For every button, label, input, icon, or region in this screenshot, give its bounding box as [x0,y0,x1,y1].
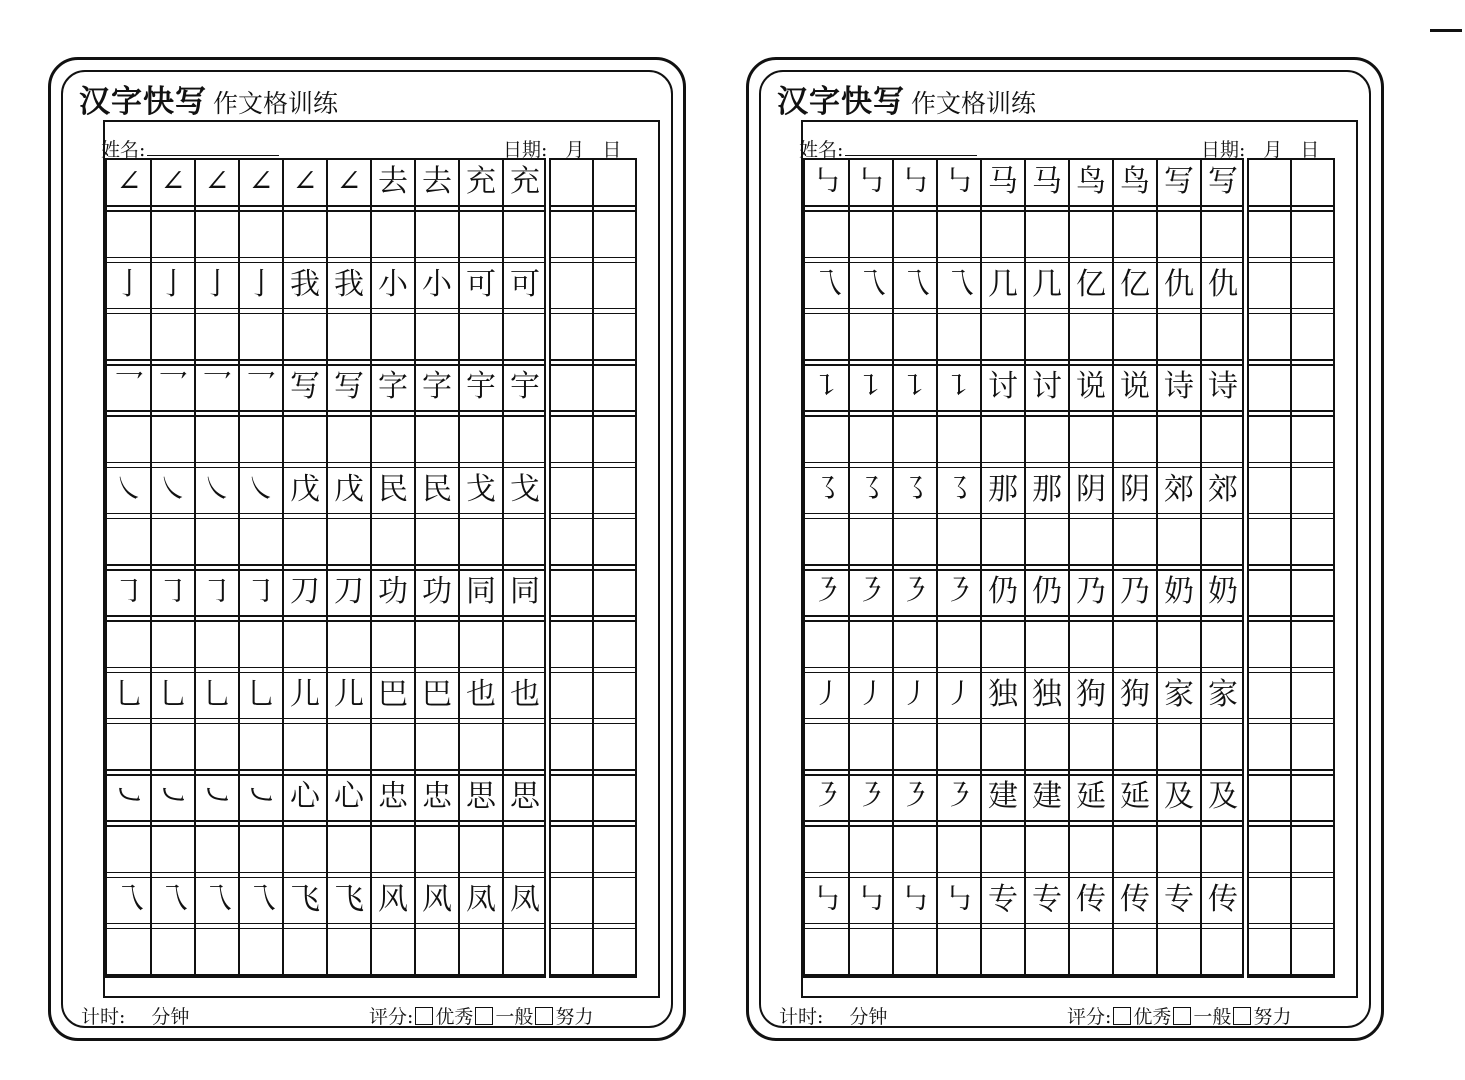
practice-character: 独 [988,676,1018,712]
practice-character: 飞 [290,881,320,917]
timer-field [81,1002,189,1029]
practice-character: 功 [422,574,452,609]
score-field [1067,1002,1291,1029]
practice-character: ㇉ [944,881,974,917]
practice-character: 乃 [1120,574,1150,609]
practice-character: 亅 [246,266,276,302]
practice-character: 亿 [1076,266,1106,302]
practice-grid [105,158,546,978]
name-label: 姓名: [101,139,146,161]
practice-character: 戊 [334,471,364,507]
practice-character: 那 [988,471,1018,507]
practice-character: ㇉ [812,881,842,917]
side-practice-grid [549,158,637,978]
option-effort: 努力 [1253,1006,1292,1028]
score-label: 评分: [1067,1006,1112,1028]
practice-character: 去 [422,164,452,199]
checkbox-average[interactable] [475,1007,493,1025]
practice-character: 家 [1208,676,1238,712]
practice-character: ㇃ [246,779,276,814]
score-label: 评分: [369,1006,414,1028]
option-excellent: 优秀 [435,1006,474,1028]
worksheet-title [79,76,338,121]
practice-character: 字 [378,369,408,404]
practice-character: 思 [466,779,496,814]
option-excellent: 优秀 [1133,1006,1172,1028]
practice-character: ㇋ [856,574,886,609]
practice-character: ㇓ [944,676,974,712]
practice-character: 乁 [944,266,974,302]
grid-column-line [1290,160,1292,976]
practice-character: 充 [510,164,540,199]
practice-character: 说 [1120,369,1150,404]
practice-character: 我 [290,266,320,302]
practice-character: 讨 [1032,369,1062,404]
practice-character: 乚 [158,676,188,712]
worksheet-title [777,76,1036,121]
practice-character: 写 [1164,164,1194,199]
practice-character: ㇉ [856,164,886,199]
practice-character: 写 [334,369,364,404]
practice-character: 鸟 [1076,164,1106,199]
option-average: 一般 [1193,1006,1232,1028]
name-blank[interactable] [147,141,279,156]
practice-character: 狗 [1076,676,1106,712]
practice-character: ㇃ [114,779,144,814]
practice-character: 亿 [1120,266,1150,302]
practice-character: 心 [334,779,364,814]
practice-character: ㇏ [246,471,276,507]
practice-character: 阴 [1076,471,1106,507]
name-label: 姓名: [799,139,844,161]
day-label: 日 [602,139,622,161]
practice-character: ㇆ [246,574,276,609]
checkbox-average[interactable] [1173,1007,1191,1025]
practice-character: ㇋ [812,779,842,814]
practice-character: 亅 [202,266,232,302]
practice-character: ㇌ [856,471,886,507]
practice-character: ㇓ [812,676,842,712]
day-label: 日 [1300,139,1320,161]
practice-character: ㇊ [944,369,974,404]
practice-character: ㇏ [114,471,144,507]
practice-character: 戈 [466,471,496,507]
practice-character: 忠 [378,779,408,814]
practice-character: 民 [378,471,408,507]
practice-character: 诗 [1164,369,1194,404]
practice-character: 乁 [202,881,232,917]
practice-character: ㇉ [900,164,930,199]
practice-character: 亅 [114,266,144,302]
practice-character: 戊 [290,471,320,507]
practice-character: ㇆ [202,574,232,609]
timer-field [779,1002,887,1029]
grid-column-line [592,160,594,976]
title-main: 汉字快写 [777,84,905,120]
practice-character: 忠 [422,779,452,814]
practice-character: 阴 [1120,471,1150,507]
page-edge-mark [1430,29,1462,32]
practice-character: 凤 [466,881,496,917]
practice-character: 及 [1208,779,1238,814]
practice-character: 传 [1120,881,1150,917]
practice-character: 乁 [246,881,276,917]
practice-character: ㇃ [158,779,188,814]
timer-label: 计时: [779,1006,824,1028]
practice-character: 巴 [378,676,408,712]
practice-character: 仇 [1164,266,1194,302]
practice-character: ㇆ [158,574,188,609]
practice-character: 乁 [856,266,886,302]
practice-character: 乛 [246,369,276,404]
practice-character: 仍 [988,574,1018,609]
practice-character: 专 [1032,881,1062,917]
practice-character: 专 [988,881,1018,917]
practice-character: 几 [1032,266,1062,302]
month-label: 月 [1263,139,1283,161]
practice-character: 也 [466,676,496,712]
practice-character: 乁 [158,881,188,917]
practice-character: 说 [1076,369,1106,404]
practice-character: 也 [510,676,540,712]
practice-character: 传 [1076,881,1106,917]
practice-character: ㇌ [944,471,974,507]
practice-character: 宇 [510,369,540,404]
practice-character: 戈 [510,471,540,507]
practice-character: 可 [510,266,540,302]
practice-character: 写 [290,369,320,404]
worksheet-right [746,57,1384,1041]
practice-character: 建 [1032,779,1062,814]
practice-character: 刀 [290,574,320,609]
practice-character: 乛 [114,369,144,404]
practice-character: ㇉ [856,881,886,917]
practice-character: 我 [334,266,364,302]
checkbox-excellent[interactable] [415,1007,433,1025]
practice-character: ∠ [248,164,274,199]
practice-character: 传 [1208,881,1238,917]
practice-character: 马 [988,164,1018,199]
practice-character: ㇋ [944,574,974,609]
practice-character: 心 [290,779,320,814]
practice-character: 延 [1076,779,1106,814]
practice-character: 乛 [158,369,188,404]
practice-character: 诗 [1208,369,1238,404]
practice-character: 同 [466,574,496,609]
practice-character: 几 [988,266,1018,302]
score-field [369,1002,593,1029]
practice-character: ㇏ [202,471,232,507]
title-sub: 作文格训练 [213,89,339,118]
practice-character: 飞 [334,881,364,917]
practice-character: 狗 [1120,676,1150,712]
practice-character: ㇓ [856,676,886,712]
practice-character: 风 [422,881,452,917]
practice-character: 建 [988,779,1018,814]
practice-character: 风 [378,881,408,917]
timer-label: 计时: [81,1006,126,1028]
practice-character: 鸟 [1120,164,1150,199]
practice-character: ∠ [160,164,186,199]
practice-character: 小 [422,266,452,302]
practice-character: ∠ [336,164,362,199]
practice-character: ㇉ [900,881,930,917]
practice-character: ㇊ [900,369,930,404]
practice-character: 同 [510,574,540,609]
practice-character: 乚 [246,676,276,712]
practice-character: ㇋ [900,779,930,814]
practice-character: 字 [422,369,452,404]
month-label: 月 [565,139,585,161]
practice-character: 及 [1164,779,1194,814]
practice-character: ㇌ [900,471,930,507]
date-label: 日期: [503,139,548,161]
practice-character: 思 [510,779,540,814]
practice-character: ㇓ [900,676,930,712]
practice-character: 去 [378,164,408,199]
practice-character: 郊 [1164,471,1194,507]
practice-character: ㇋ [944,779,974,814]
practice-character: 亅 [158,266,188,302]
practice-character: ㇃ [202,779,232,814]
practice-character: ㇌ [812,471,842,507]
practice-character: ㇉ [812,164,842,199]
minutes-label: 分钟 [849,1006,888,1028]
checkbox-excellent[interactable] [1113,1007,1131,1025]
title-main: 汉字快写 [79,84,207,120]
name-blank[interactable] [845,141,977,156]
practice-character: ㇉ [944,164,974,199]
practice-character: ∠ [204,164,230,199]
practice-character: 家 [1164,676,1194,712]
practice-character: 独 [1032,676,1062,712]
practice-character: ㇊ [856,369,886,404]
practice-character: ㇋ [812,574,842,609]
practice-character: 宇 [466,369,496,404]
practice-character: 延 [1120,779,1150,814]
practice-character: ㇏ [158,471,188,507]
practice-character: 仇 [1208,266,1238,302]
practice-character: ㇋ [900,574,930,609]
practice-character: 乁 [900,266,930,302]
practice-character: ∠ [292,164,318,199]
side-practice-grid [1247,158,1335,978]
practice-character: 刀 [334,574,364,609]
practice-character: 民 [422,471,452,507]
practice-character: 儿 [290,676,320,712]
practice-character: 功 [378,574,408,609]
minutes-label: 分钟 [151,1006,190,1028]
worksheet-left [48,57,686,1041]
practice-grid [803,158,1244,978]
practice-character: ㇋ [856,779,886,814]
option-average: 一般 [495,1006,534,1028]
title-sub: 作文格训练 [911,89,1037,118]
practice-character: 乃 [1076,574,1106,609]
practice-character: 写 [1208,164,1238,199]
practice-character: ㇊ [812,369,842,404]
practice-character: 奶 [1164,574,1194,609]
practice-character: 乚 [202,676,232,712]
practice-character: 巴 [422,676,452,712]
practice-character: 仍 [1032,574,1062,609]
option-effort: 努力 [555,1006,594,1028]
practice-character: 乁 [114,881,144,917]
practice-character: 凤 [510,881,540,917]
practice-character: 乁 [812,266,842,302]
checkbox-effort[interactable] [535,1007,553,1025]
practice-character: 乛 [202,369,232,404]
practice-character: 马 [1032,164,1062,199]
practice-character: 可 [466,266,496,302]
practice-character: 讨 [988,369,1018,404]
practice-character: ∠ [116,164,142,199]
practice-character: 奶 [1208,574,1238,609]
practice-character: 儿 [334,676,364,712]
practice-character: 充 [466,164,496,199]
practice-character: 郊 [1208,471,1238,507]
practice-character: ㇆ [114,574,144,609]
practice-character: 小 [378,266,408,302]
checkbox-effort[interactable] [1233,1007,1251,1025]
practice-character: 专 [1164,881,1194,917]
practice-character: 那 [1032,471,1062,507]
practice-character: 乚 [114,676,144,712]
date-label: 日期: [1201,139,1246,161]
